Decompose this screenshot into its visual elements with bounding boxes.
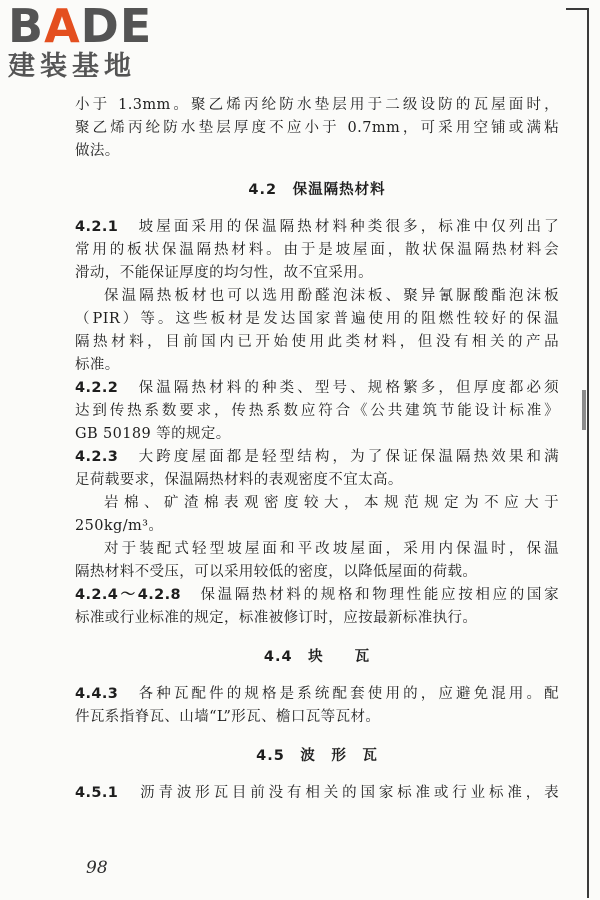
text-line: 聚乙烯丙纶防水垫层厚度不应小于 0.7mm，可采用空铺或满粘 [75,120,559,136]
text-line: GB 50189 等的规定。 [75,426,231,442]
clause-number: 4.5.1 [75,785,119,801]
logo-letters-de: DE [80,0,153,53]
text-line: 隔热材料，目前国内已开始使用此类材料，但没有相关的产品 [75,334,559,350]
text-line: 对于装配式轻型坡屋面和平改坡屋面，采用内保温时，保温 [104,541,559,557]
text-line: 标准。 [75,357,120,373]
clause-4-2-3-line: 4.2.3 大跨度屋面都是轻型结构，为了保证保温隔热效果和满 [75,449,559,465]
clause-4-2-2-line: 4.2.2 保温隔热材料的种类、型号、规格繁多，但厚度都必须 [75,380,559,396]
text-line: 隔热材料不受压，可以采用较低的密度，以降低屋面的荷载。 [75,564,478,580]
logo-letter-a: A [44,0,81,53]
clause-4-2-4-line: 4.2.4～4.2.8 保温隔热材料的规格和物理性能应按相应的国家 [75,587,559,603]
clause-number: 4.2.3 [75,449,119,465]
page-edge-tick [566,8,588,10]
bade-logo [8,2,178,82]
text-line: 标准或行业标准的规定，标准被修订时，应按最新标准执行。 [75,610,478,626]
clause-number: 4.4.3 [75,686,119,702]
text-line: 常用的板状保温隔热材料。由于是坡屋面，散状保温隔热材料会 [75,242,559,258]
page-body [75,94,559,805]
logo-wordmark [8,0,178,53]
section-heading-4-2: 4.2 保温隔热材料 [248,182,386,198]
clause-number: 4.2.4～4.2.8 [75,587,182,603]
section-heading-4-5: 4.5 波 形 瓦 [256,748,378,764]
text-line: 足荷载要求，保温隔热材料的表观密度不宜太高。 [75,472,403,488]
clause-4-4-3-line: 4.4.3 各种瓦配件的规格是系统配套使用的，应避免混用。配 [75,686,559,702]
page-edge-mark [582,390,586,430]
text-line: 做法。 [75,143,120,159]
clause-number: 4.2.1 [75,219,119,235]
text-line: 件瓦系指脊瓦、山墙“L”形瓦、檐口瓦等瓦材。 [75,709,381,725]
page-edge-line [587,8,589,898]
text-line: 岩棉、矿渣棉表观密度较大，本规范规定为不应大于 [104,495,559,511]
logo-subtitle: 建装基地 [8,51,136,82]
clause-4-2-1-line: 4.2.1 坡屋面采用的保温隔热材料种类很多，标准中仅列出了 [75,219,559,235]
text-line: 250kg/m³。 [75,518,164,534]
clause-4-5-1-line: 4.5.1 沥青波形瓦目前没有相关的国家标准或行业标准，表 [75,785,559,801]
text-line: 小于 1.3mm。聚乙烯丙纶防水垫层用于二级设防的瓦屋面时， [75,97,559,113]
text-line: 保温隔热板材也可以选用酚醛泡沫板、聚异氰脲酸酯泡沫板 [104,288,559,304]
text-line: 滑动，不能保证厚度的均匀性，故不宜采用。 [75,265,373,281]
clause-number: 4.2.2 [75,380,119,396]
text-line: （PIR）等。这些板材是发达国家普遍使用的阻燃性较好的保温 [75,311,559,327]
page-number: 98 [86,858,108,878]
logo-letter-b: B [8,0,45,53]
section-heading-4-4: 4.4 块 瓦 [263,649,371,665]
text-line: 达到传热系数要求，传热系数应符合《公共建筑节能设计标准》 [75,403,559,419]
